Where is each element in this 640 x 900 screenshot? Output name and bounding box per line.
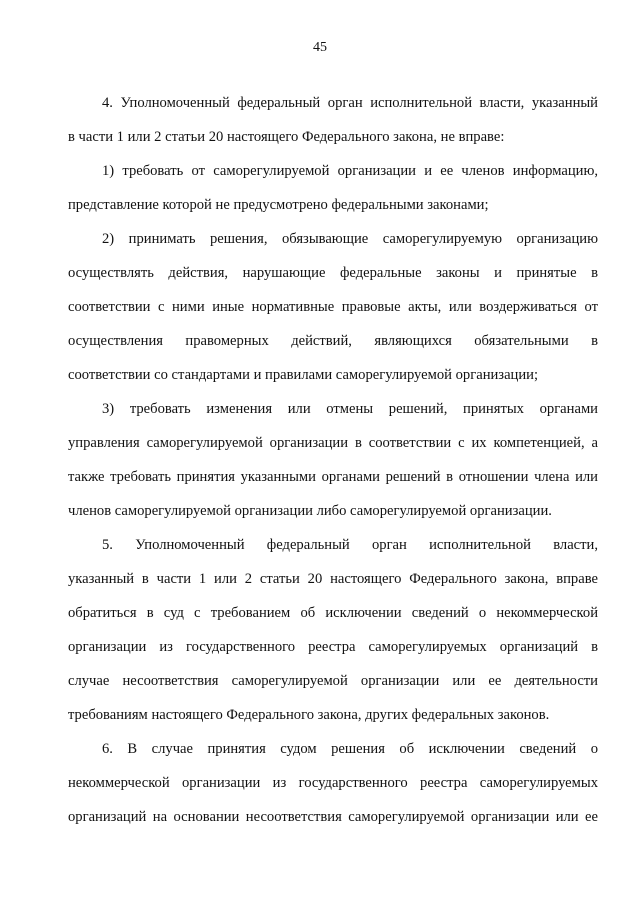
paragraph-line: 2) принимать решения, обязывающие саморегулируемую организацию [102,231,598,247]
paragraph-line: указанный в части 1 или 2 статьи 20 настоящего Федерального закона, вправе [68,571,598,587]
paragraph-line: представление которой не предусмотрено федеральными законами; [68,197,489,213]
paragraph-line: членов саморегулируемой организации либо саморегулируемой организации. [68,503,552,519]
paragraph-line: случае несоответствия саморегулируемой организации или ее деятельности [68,673,598,689]
paragraph-line: 3) требовать изменения или отмены решений, принятых органами [102,401,598,417]
paragraph-5 [68,528,598,732]
paragraph-line: осуществлять действия, нарушающие федеральные законы и принятые в [68,265,598,281]
paragraph-line: 4. Уполномоченный федеральный орган исполнительной власти, указанный [102,95,598,111]
paragraph-line: в части 1 или 2 статьи 20 настоящего Федерального закона, не вправе: [68,129,505,145]
page-number: 45 [313,40,327,55]
paragraph-line: соответствии со стандартами и правилами саморегулируемой организации; [68,367,539,383]
paragraph-line: организации из государственного реестра саморегулируемых организаций в [68,639,598,655]
paragraph-item-1 [68,154,598,222]
paragraph-line: 5. Уполномоченный федеральный орган исполнительной власти, [102,537,598,553]
paragraph-line: соответствии с ними иные нормативные правовые акты, или воздерживаться от [68,299,598,315]
paragraph-line: организаций на основании несоответствия саморегулируемой организации или ее [68,809,598,825]
paragraph-4 [68,86,598,154]
paragraph-line: 1) требовать от саморегулируемой организации и ее членов информацию, [102,163,598,179]
paragraph-line: 6. В случае принятия судом решения об исключении сведений о [102,741,598,757]
paragraph-item-3 [68,392,598,528]
paragraph-line: некоммерческой организации из государственного реестра саморегулируемых [68,775,598,791]
document-body [68,86,598,834]
paragraph-line: также требовать принятия указанными органами решений в отношении члена или [68,469,598,485]
paragraph-item-2 [68,222,598,392]
paragraph-line: осуществления правомерных действий, являющихся обязательными в [68,333,598,349]
paragraph-line: требованиям настоящего Федерального закона, других федеральных законов. [68,707,550,723]
paragraph-6 [68,732,598,834]
paragraph-line: обратиться в суд с требованием об исключении сведений о некоммерческой [68,605,598,621]
paragraph-line: управления саморегулируемой организации в соответствии с их компетенцией, а [68,435,598,451]
